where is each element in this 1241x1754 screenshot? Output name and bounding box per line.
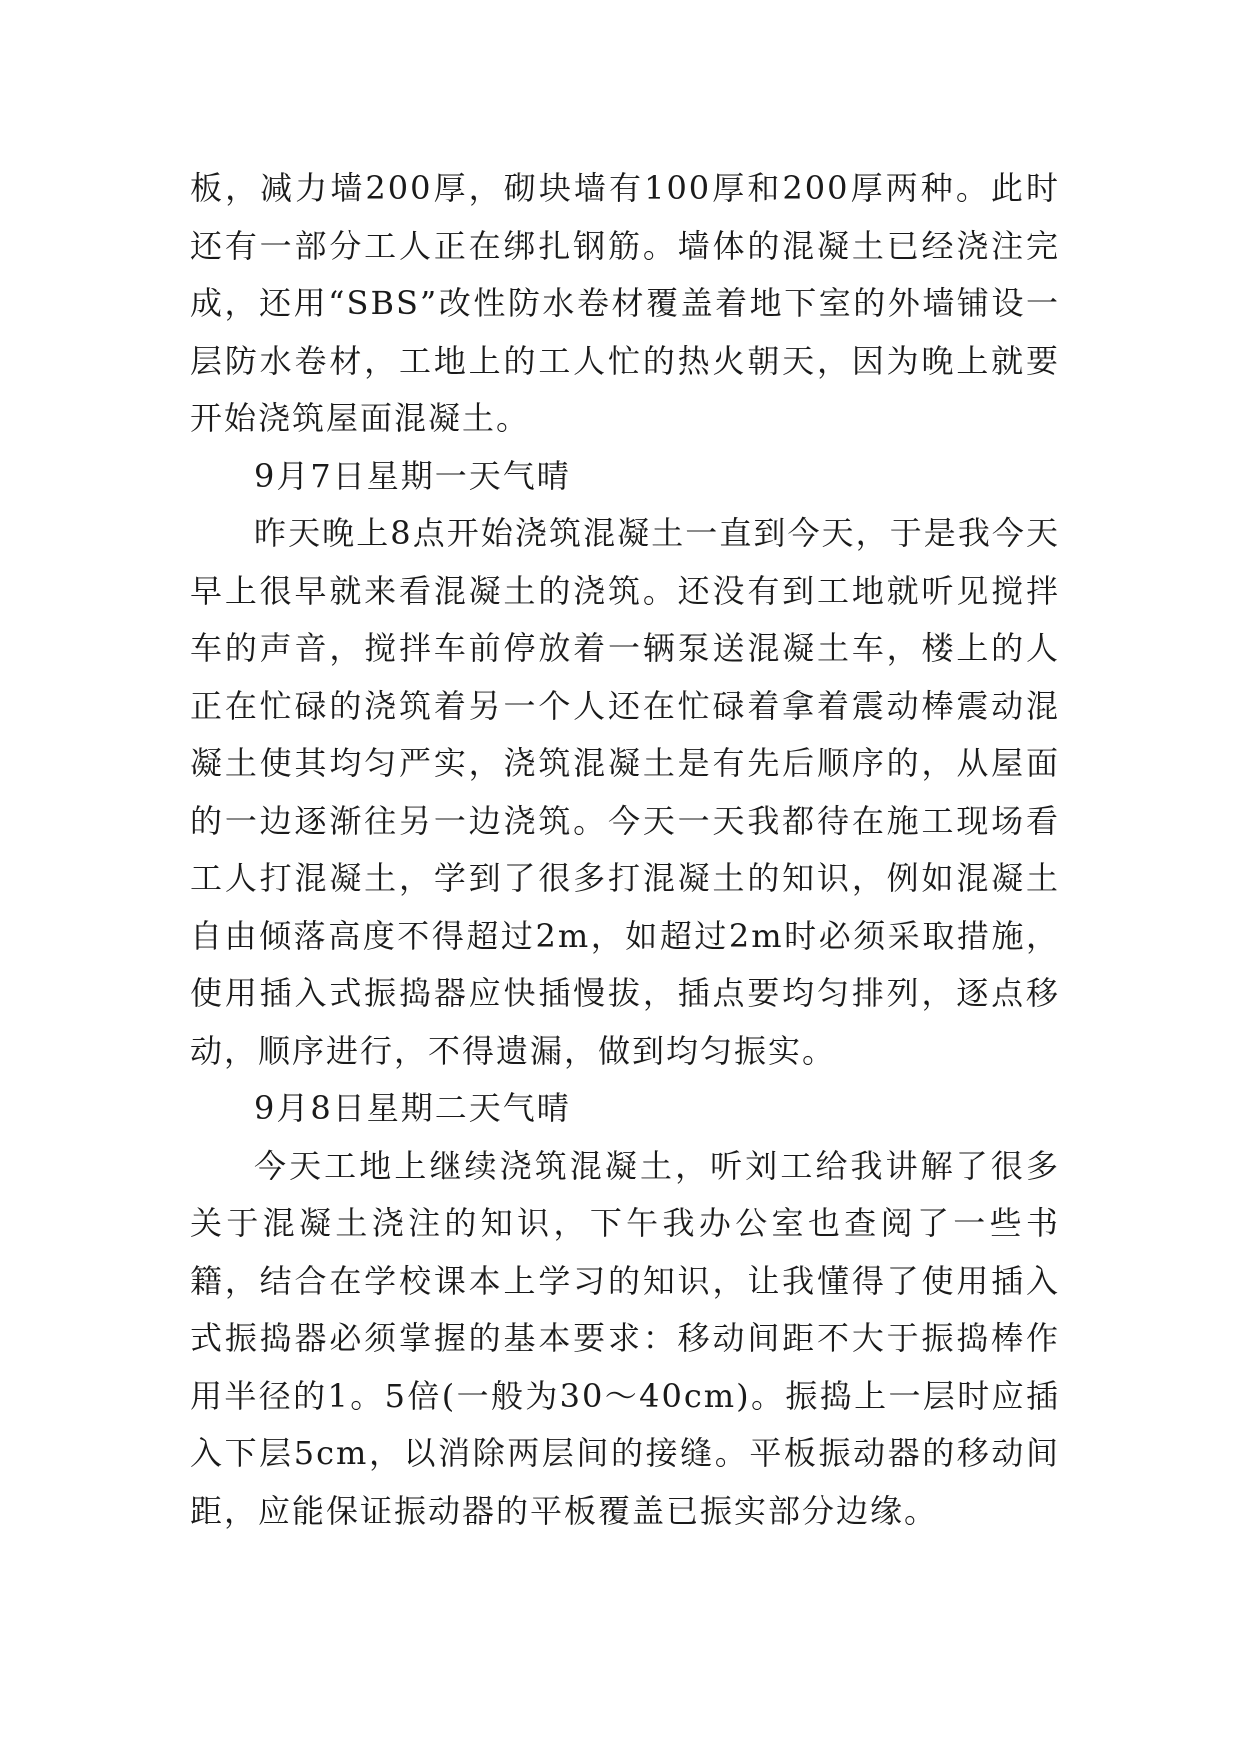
document-body [190, 160, 1060, 1540]
diary-date-heading: 9月7日星期一天气晴 [254, 456, 571, 495]
paragraph-sept-7: 昨天晚上8点开始浇筑混凝土一直到今天，于是我今天早上很早就来看混凝土的浇筑。还没有到工地就听见搅拌车的声音，搅拌车前停放着一辆泵送混凝土车，楼上的人正在忙碌的浇筑着另一个人还在忙碌着拿着震动棒震动混凝土使其均匀严实，浇筑混凝土是有先后顺序的，从屋面的一边逐渐往另一边浇筑。今天一天我都待在施工现场看工人打混凝土，学到了很多打混凝土的知识，例如混凝土自由倾落高度不得超过2m，如超过2m时必须采取措施，使用插入式振捣器应快插慢拔，插点要均匀排列，逐点移动，顺序进行，不得遗漏，做到均匀振实。 [190, 514, 1060, 1070]
paragraph-sept-8: 今天工地上继续浇筑混凝土，听刘工给我讲解了很多关于混凝土浇注的知识，下午我办公室也查阅了一些书籍，结合在学校课本上学习的知识，让我懂得了使用插入式振捣器必须掌握的基本要求：移动间距不大于振捣棒作用半径的1。5倍(一般为30～40cm)。振捣上一层时应插入下层5cm，以消除两层间的接缝。平板振动器的移动间距，应能保证振动器的平板覆盖已振实部分边缘。 [190, 1146, 1060, 1530]
diary-date-heading: 9月8日星期二天气晴 [254, 1089, 571, 1127]
paragraph-continuation: 板，减力墙200厚，砌块墙有100厚和200厚两种。此时还有一部分工人正在绑扎钢筋。墙体的混凝土已经浇注完成，还用“SBS”改性防水卷材覆盖着地下室的外墙铺设一层防水卷材，工地上的工人忙的热火朝天，因为晚上就要开始浇筑屋面混凝土。 [190, 169, 1060, 437]
